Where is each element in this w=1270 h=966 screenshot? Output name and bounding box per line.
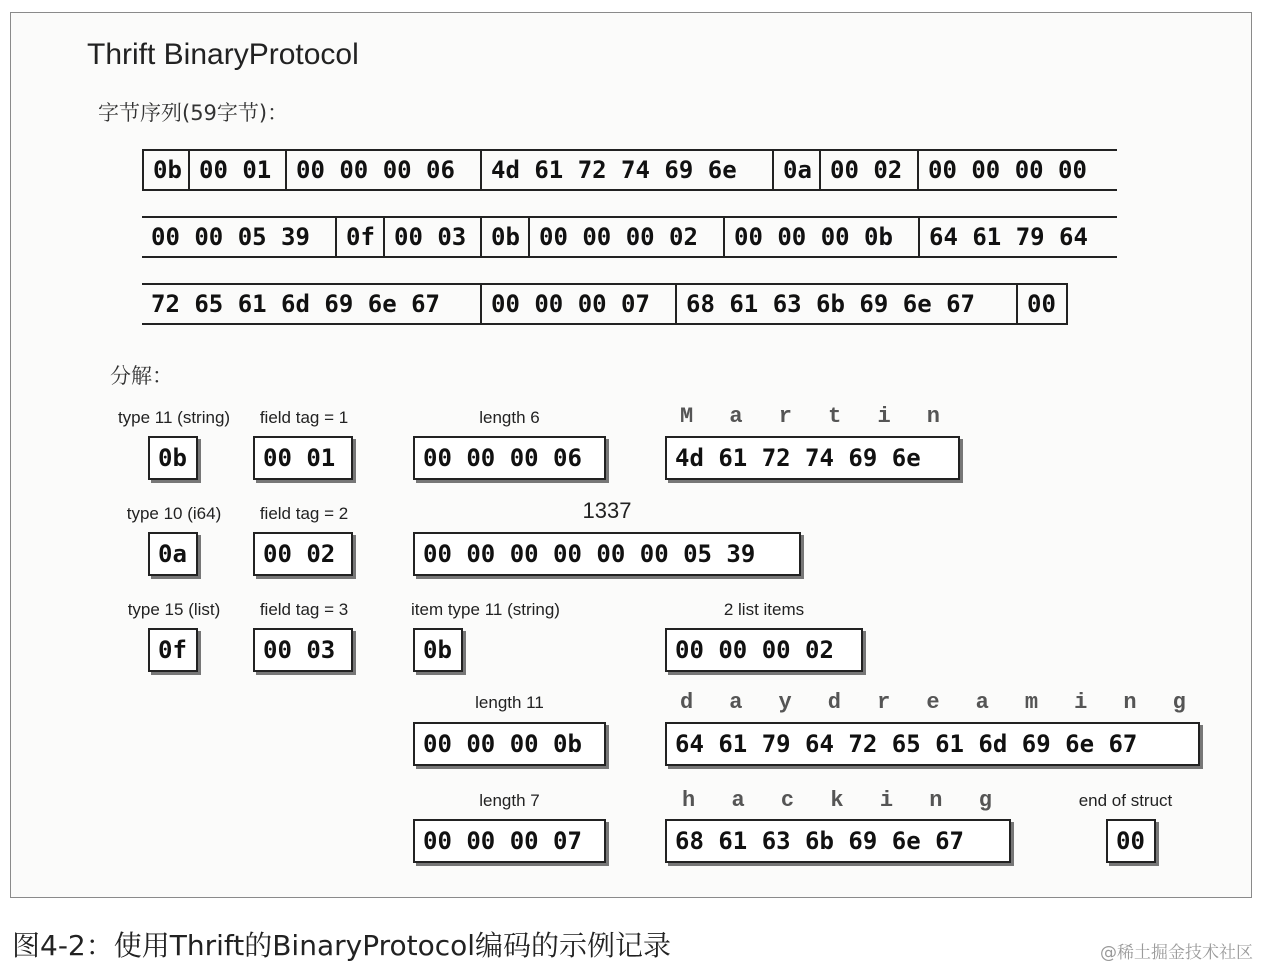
ascii-letter: c xyxy=(780,787,795,813)
field-tag-3-bytes: 00 03 xyxy=(253,628,353,672)
field-tag-3-label: field tag = 3 xyxy=(259,600,349,619)
byte-group: 00 03 xyxy=(385,218,482,256)
ascii-letter: n xyxy=(929,787,943,813)
byte-group: 00 xyxy=(1018,285,1068,323)
ascii-letter: n xyxy=(1123,689,1137,715)
byte-group: 64 61 79 64 xyxy=(929,223,1088,251)
ascii-letter: i xyxy=(877,403,891,429)
length-6-bytes: 00 00 00 06 xyxy=(413,436,606,480)
daydreaming-bytes: 64 61 79 64 72 65 61 6d 69 6e 67 xyxy=(665,722,1200,766)
byte-group: 72 65 61 6d 69 6e 67 xyxy=(142,285,482,323)
i64-value-label: 1337 xyxy=(582,498,632,523)
ascii-letter: n xyxy=(926,403,940,429)
ascii-letter: k xyxy=(830,787,844,813)
byte-group: 4d 61 72 74 69 6e xyxy=(482,151,774,189)
ascii-letter: r xyxy=(877,689,891,715)
end-of-struct-byte: 00 xyxy=(1106,819,1156,863)
byte-group: 00 00 00 07 xyxy=(482,285,677,323)
decompose-label: 分解： xyxy=(110,364,173,388)
ascii-letter: a xyxy=(731,787,745,813)
byte-group: 00 01 xyxy=(190,151,287,189)
length-6-label: length 6 xyxy=(479,408,540,427)
ascii-letter: y xyxy=(778,689,792,715)
ascii-letter: a xyxy=(729,689,743,715)
byte-group: 00 00 00 0b xyxy=(725,218,920,256)
length-11-bytes: 00 00 00 0b xyxy=(413,722,606,766)
item-type-label: item type 11 (string) xyxy=(411,600,560,619)
list-items-label: 2 list items xyxy=(723,600,805,619)
byte-row-2 xyxy=(142,216,1117,258)
byte-group: 0b xyxy=(142,151,190,189)
ascii-letter: h xyxy=(682,787,696,813)
type-i64-byte: 0a xyxy=(148,532,198,576)
length-7-label: length 7 xyxy=(479,791,540,810)
field-tag-1-label: field tag = 1 xyxy=(259,408,349,427)
list-items-bytes: 00 00 00 02 xyxy=(665,628,863,672)
ascii-letter: g xyxy=(1172,689,1186,715)
ascii-letter: d xyxy=(827,689,841,715)
byte-row-1 xyxy=(142,149,1117,191)
figure-caption: 图4-2：使用Thrift的BinaryProtocol编码的示例记录 xyxy=(12,929,672,962)
figure-title: Thrift BinaryProtocol xyxy=(87,38,359,71)
type-list-label: type 15 (list) xyxy=(127,600,221,619)
type-string-byte: 0b xyxy=(148,436,198,480)
hacking-bytes: 68 61 63 6b 69 6e 67 xyxy=(665,819,1011,863)
ascii-letter: a xyxy=(975,689,989,715)
ascii-letter: g xyxy=(978,787,992,813)
martin-letters xyxy=(680,402,940,430)
ascii-letter: t xyxy=(828,403,842,429)
ascii-letter: e xyxy=(926,689,940,715)
type-list-byte: 0f xyxy=(148,628,198,672)
martin-bytes: 4d 61 72 74 69 6e xyxy=(665,436,960,480)
length-11-label: length 11 xyxy=(475,693,544,712)
byte-group: 0a xyxy=(774,151,821,189)
byte-group: 00 00 00 00 xyxy=(928,156,1087,184)
item-type-byte: 0b xyxy=(413,628,463,672)
i64-bytes: 00 00 00 00 00 00 05 39 xyxy=(413,532,801,576)
field-tag-2-label: field tag = 2 xyxy=(259,504,349,523)
ascii-letter: a xyxy=(729,403,743,429)
byte-group: 00 02 xyxy=(821,151,919,189)
byte-group: 00 00 00 02 xyxy=(530,218,725,256)
field-tag-2-bytes: 00 02 xyxy=(253,532,353,576)
hacking-letters xyxy=(682,786,992,814)
ascii-letter: M xyxy=(680,403,694,429)
byte-group: 0b xyxy=(482,218,530,256)
daydreaming-letters xyxy=(680,688,1186,716)
type-i64-label: type 10 (i64) xyxy=(126,504,222,523)
type-string-label: type 11 (string) xyxy=(117,408,231,427)
ascii-letter: d xyxy=(680,689,694,715)
byte-row-3 xyxy=(142,283,1068,325)
ascii-letter: m xyxy=(1024,689,1039,715)
byte-group: 68 61 63 6b 69 6e 67 xyxy=(677,285,1018,323)
watermark: @稀土掘金技术社区 xyxy=(1100,943,1253,963)
field-tag-1-bytes: 00 01 xyxy=(253,436,353,480)
byte-group: 00 00 00 06 xyxy=(287,151,482,189)
length-7-bytes: 00 00 00 07 xyxy=(413,819,606,863)
ascii-letter: i xyxy=(879,787,894,813)
ascii-letter: i xyxy=(1074,689,1088,715)
ascii-letter: r xyxy=(778,403,792,429)
byte-group: 0f xyxy=(337,218,385,256)
byte-group: 00 00 05 39 xyxy=(142,218,337,256)
end-of-struct-label: end of struct xyxy=(1078,791,1173,810)
byte-sequence-label: 字节序列(59字节)： xyxy=(98,101,289,125)
